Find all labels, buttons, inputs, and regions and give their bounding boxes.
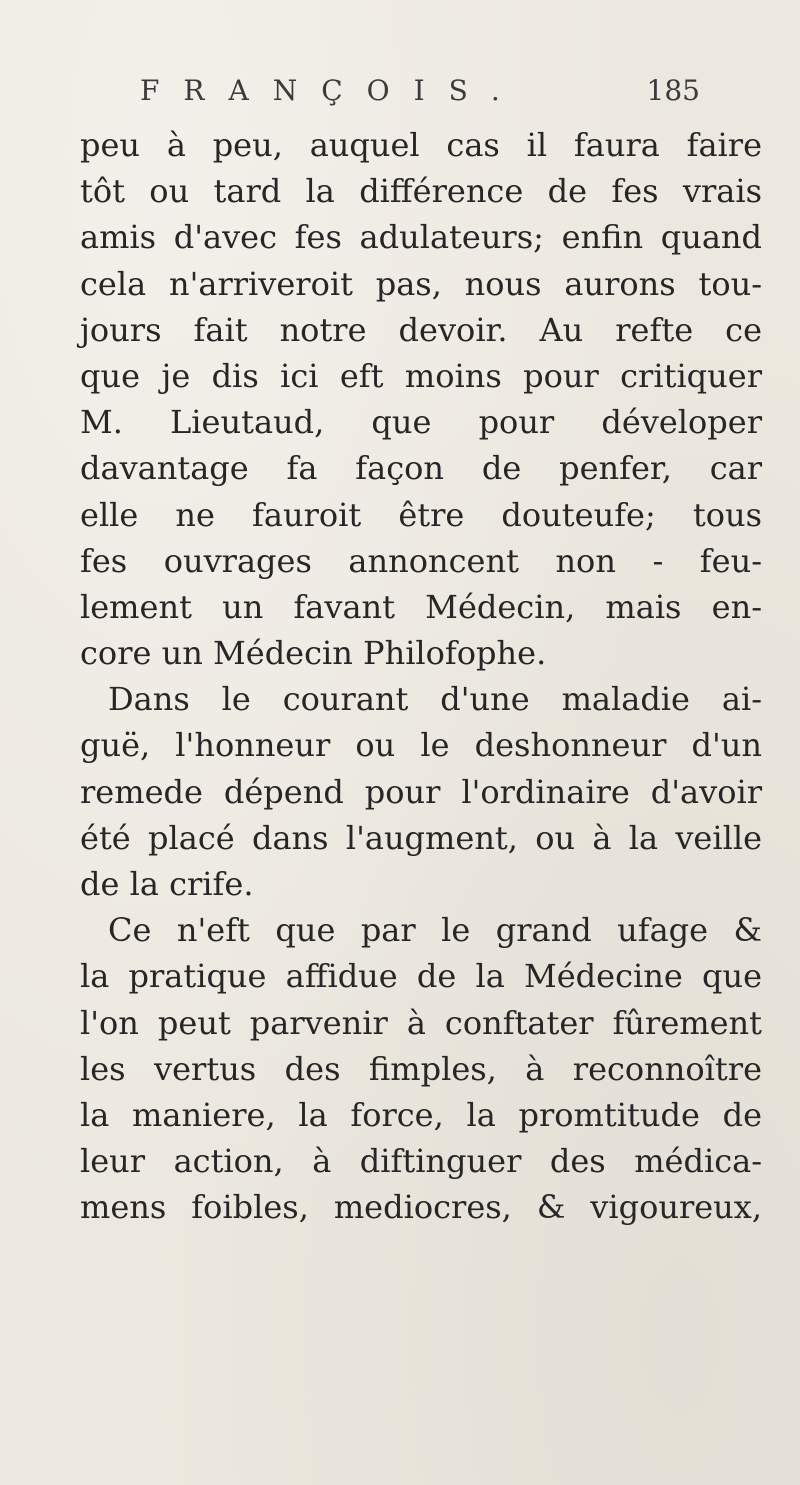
- body-text: [80, 122, 762, 1231]
- text-line: Dans le courant d'une maladie ai-: [108, 680, 762, 719]
- text-line: tôt ou tard la différence de fes vrais: [80, 172, 762, 211]
- page-number: 185: [646, 74, 700, 107]
- text-line: cela n'arriveroit pas, nous aurons tou-: [80, 264, 762, 303]
- text-line: que je dis ici eft moins pour critiquer: [80, 356, 762, 395]
- running-head: [140, 70, 700, 120]
- text-line: remede dépend pour l'ordinaire d'avoir: [80, 772, 762, 811]
- text-line: l'on peut parvenir à conftater fûrement: [80, 1003, 762, 1042]
- text-line: lement un favant Médecin, mais en-: [80, 587, 762, 626]
- text-line: leur action, à diftinguer des médica-: [80, 1142, 762, 1181]
- text-line: de la crife.: [80, 865, 254, 903]
- text-line: fes ouvrages annoncent non - feu-: [80, 541, 762, 580]
- text-line: mens foibles, mediocres, & vigoureux,: [80, 1188, 762, 1227]
- text-line: davantage fa façon de penfer, car: [80, 449, 762, 488]
- text-line: peu à peu, auquel cas il faura faire: [80, 126, 762, 164]
- text-line: été placé dans l'augment, ou à la veille: [80, 818, 762, 857]
- text-line: amis d'avec fes adulateurs; enfin quand: [80, 218, 762, 257]
- text-line: la maniere, la force, la promtitude de: [80, 1095, 762, 1134]
- text-line: M. Lieutaud, que pour déveloper: [80, 403, 762, 442]
- text-line: guë, l'honneur ou le deshonneur d'un: [80, 726, 762, 765]
- text-line: core un Médecin Philofophe.: [80, 634, 547, 673]
- text-line: Ce n'eft que par le grand ufage &: [108, 911, 762, 950]
- text-line: jours fait notre devoir. Au refte ce: [80, 310, 762, 349]
- text-line: elle ne fauroit être douteufe; tous: [80, 495, 762, 534]
- text-line: les vertus des fimples, à reconnoître: [80, 1049, 762, 1088]
- running-title: FRANÇOIS.: [140, 74, 524, 107]
- text-line: la pratique affidue de la Médecine que: [80, 957, 762, 996]
